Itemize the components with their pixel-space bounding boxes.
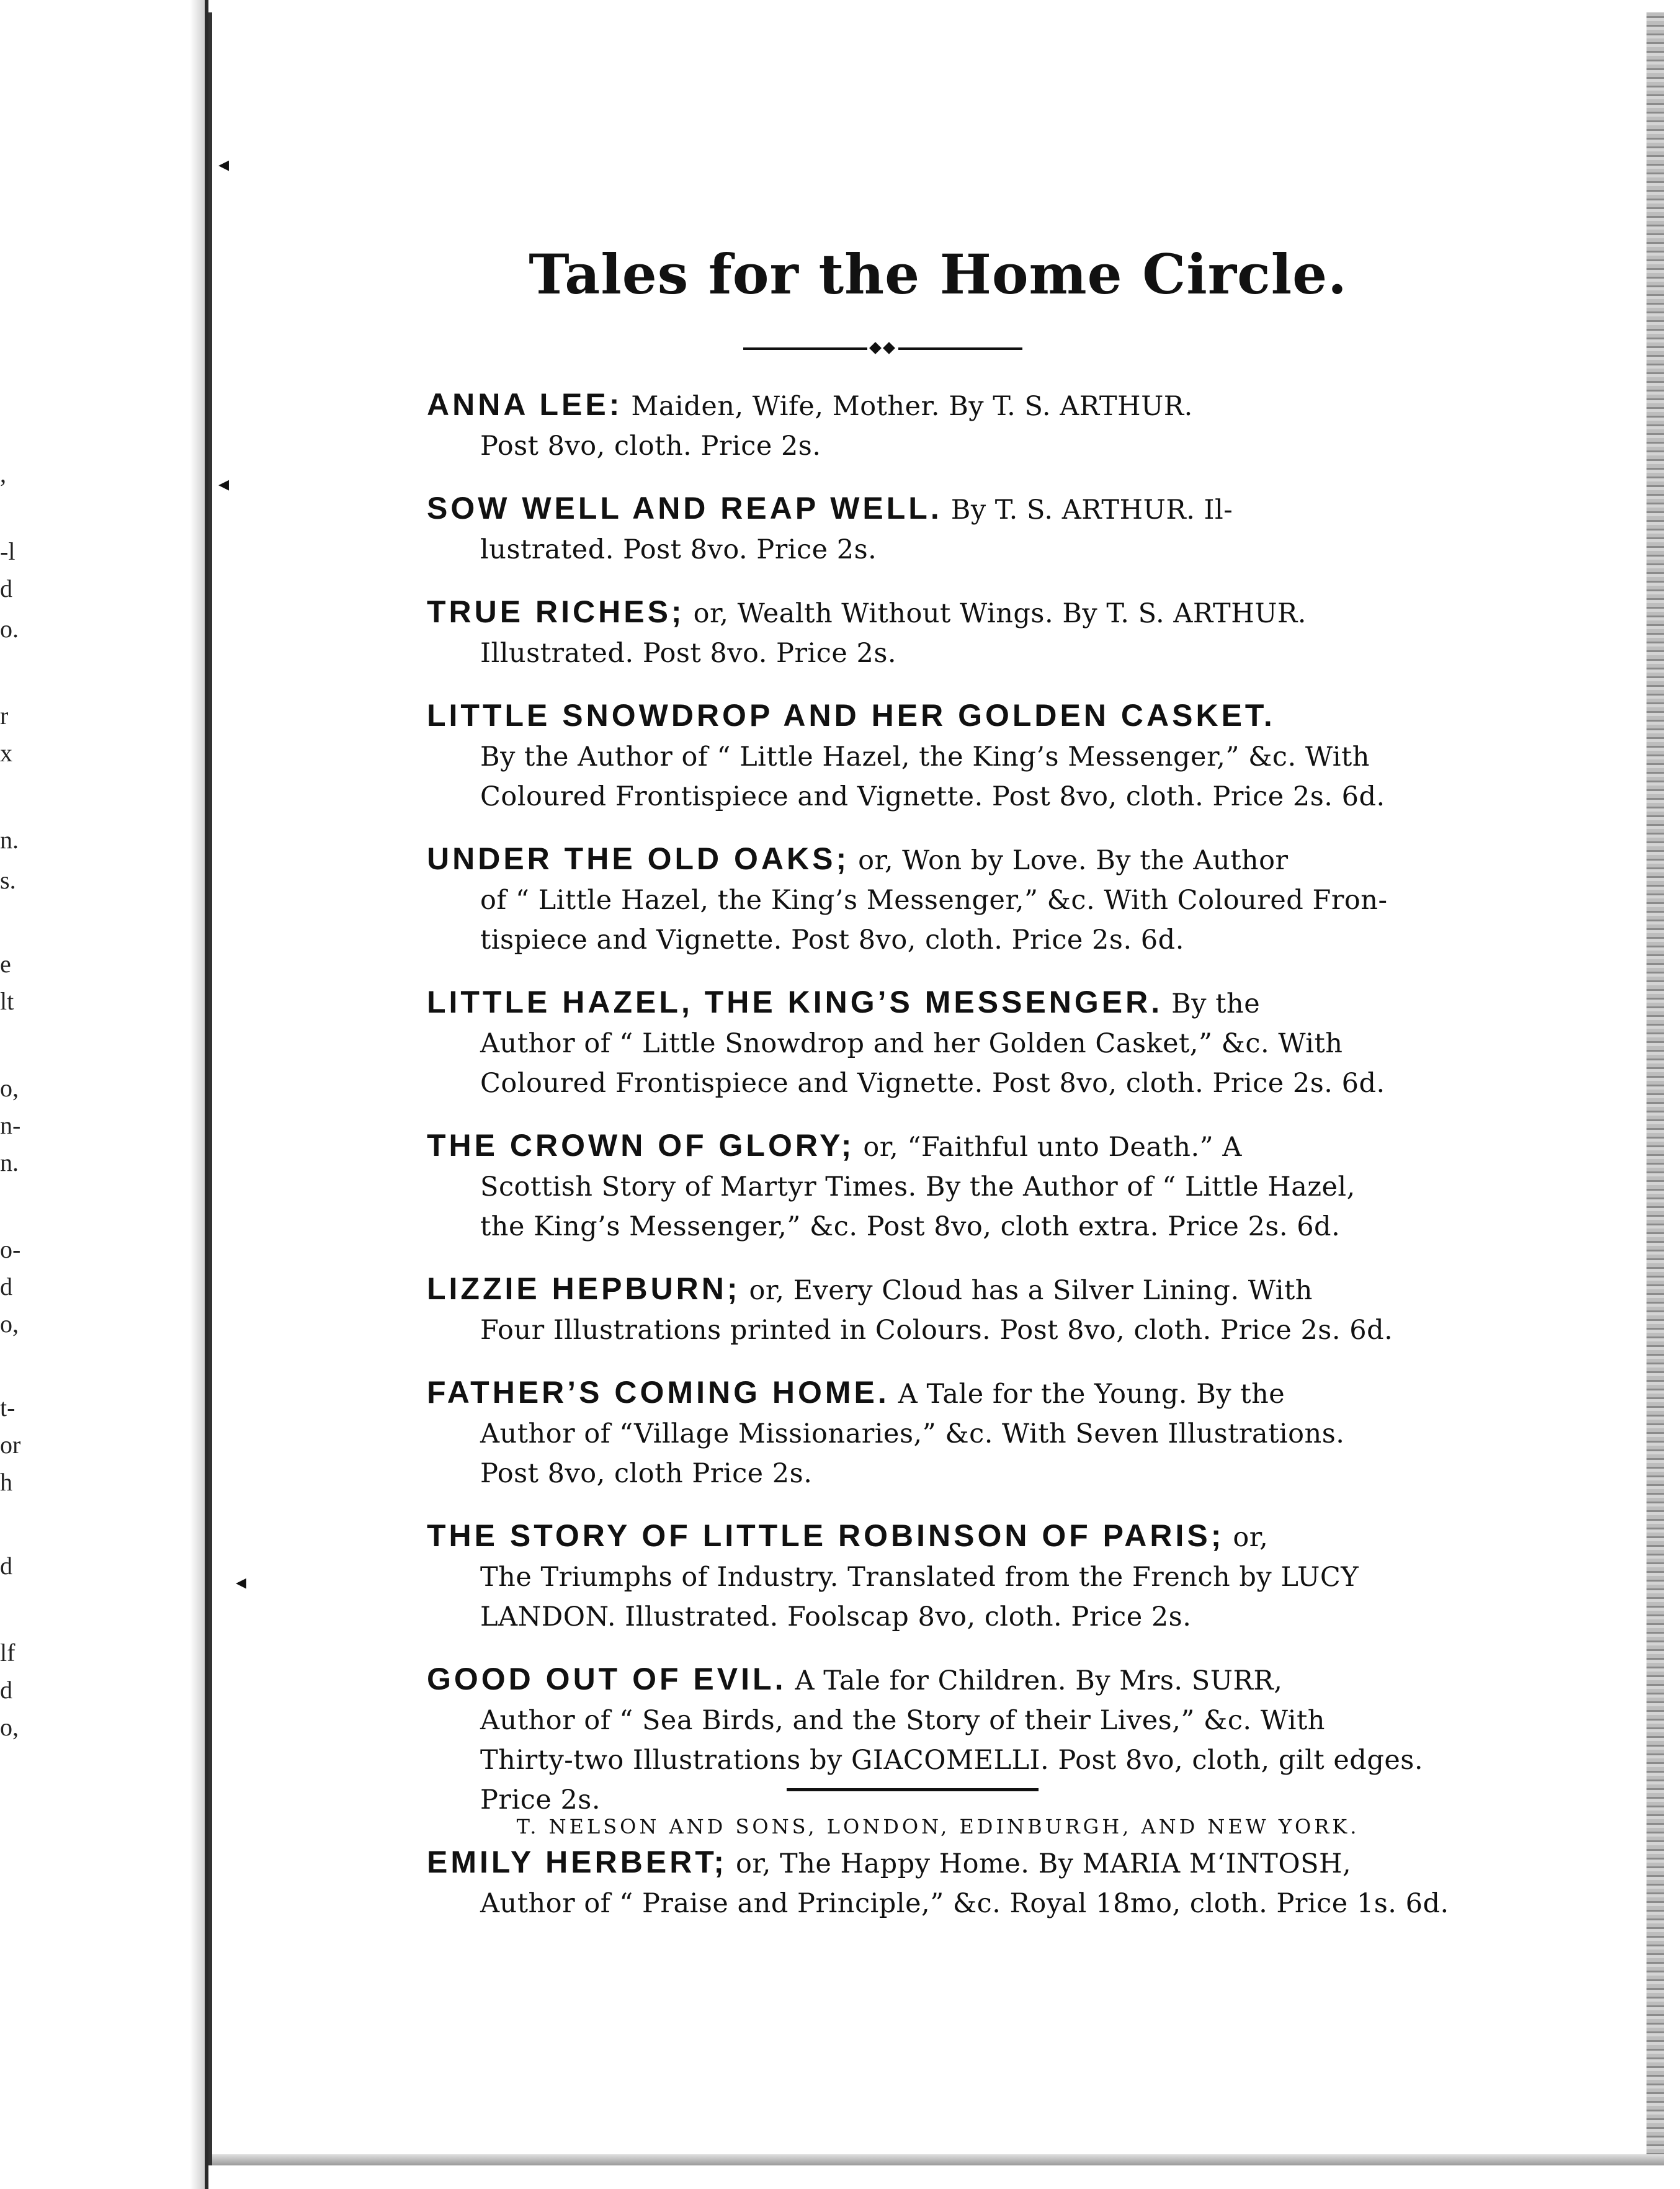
entry-first-line [427,1659,1575,1701]
book-entry [427,1516,1575,1637]
margin-mark: ◂ [218,152,230,177]
book-title: UNDER THE OLD OAKS; [427,841,850,876]
rule-line [743,347,867,350]
left-page-fragment-text: -l [0,537,16,565]
left-page-fragment-text: d [0,1273,12,1300]
book-entry [427,1659,1575,1820]
publisher-imprint: T. NELSON AND SONS, LONDON, EDINBURGH, AND NEW YORK. [516,1815,1360,1838]
entry-text: The Triumphs of Industry. Translated from the French by LUCY [480,1562,1359,1593]
entry-first-line [427,592,1575,633]
rule-line [898,347,1022,350]
entry-first-line [427,1269,1575,1310]
entry-continuation-line [427,777,1575,817]
entry-continuation-line [427,1207,1575,1247]
entry-continuation-line [427,1414,1575,1454]
entry-continuation-line [427,633,1575,673]
left-page-fragment-text: s. [0,866,16,894]
book-title: THE CROWN OF GLORY; [427,1128,855,1163]
ornamental-rule [743,341,1022,356]
entry-continuation-line [427,1063,1575,1103]
entry-first-line [427,1372,1575,1414]
entry-first-line [427,839,1575,880]
page-heading: Tales for the Home Circle. [529,242,1347,307]
entry-text: or, Won by Love. By the Author [858,845,1289,876]
entry-text: Post 8vo, cloth Price 2s. [480,1458,813,1489]
entry-text: of “ Little Hazel, the King’s Messenger,” &c. With Coloured Fron- [480,885,1388,916]
book-entry [427,982,1575,1103]
left-page-fragment-text: lf [0,1639,16,1667]
ornament-diamond [883,342,895,354]
left-page-fragment-text: d [0,1676,12,1704]
entry-text: Price 2s. [480,1784,601,1815]
book-entry [427,1842,1575,1923]
entry-text: Scottish Story of Martyr Times. By the Author of “ Little Hazel, [480,1171,1356,1202]
entry-text: Illustrated. Post 8vo. Price 2s. [480,638,897,669]
left-page-fragment-text: o. [0,615,19,643]
spine-shadow [190,0,205,2189]
entry-continuation-line [427,920,1575,960]
entry-continuation-line [427,1701,1575,1740]
entry-text: By the Author of “ Little Hazel, the King’s Messenger,” &c. With [480,741,1370,772]
left-page-fragment-text: x [0,739,12,767]
left-page-fragment-text: d [0,1552,12,1580]
entry-text: or, Wealth Without Wings. By T. S. ARTHUR. [693,598,1307,629]
entry-continuation-line [427,1310,1575,1350]
book-entry [427,1126,1575,1247]
book-title: EMILY HERBERT; [427,1845,727,1879]
entry-continuation-line [427,1024,1575,1063]
book-entry [427,385,1575,466]
left-page-fragment-text: or [0,1431,21,1459]
left-page-fragment-text: e [0,950,11,978]
entry-text: Author of “Village Missionaries,” &c. With Seven Illustrations. [480,1418,1345,1449]
bottom-rule [787,1788,1039,1791]
page-edge [1646,12,1664,2165]
left-page-fragment-text: lt [0,987,14,1015]
entry-continuation-line [427,1557,1575,1597]
page-bottom-edge [212,2154,1664,2165]
book-title: LIZZIE HEPBURN; [427,1271,741,1306]
entry-text: LANDON. Illustrated. Foolscap 8vo, cloth. Price 2s. [480,1601,1192,1632]
entry-text: Coloured Frontispiece and Vignette. Post 8vo, cloth. Price 2s. 6d. [480,1068,1385,1099]
entry-text: or, The Happy Home. By MARIA M‘INTOSH, [735,1848,1352,1879]
left-page-fragment-text: h [0,1468,12,1496]
entry-text: A Tale for the Young. By the [898,1379,1285,1410]
entry-first-line [427,982,1575,1024]
entry-text: By T. S. ARTHUR. Il- [950,495,1233,526]
book-entry [427,592,1575,673]
book-entry [427,488,1575,570]
entry-continuation-line [427,737,1575,777]
entry-first-line [427,696,1575,737]
book-list [427,385,1575,1946]
entry-text: Maiden, Wife, Mother. By T. S. ARTHUR. [631,391,1193,422]
entry-continuation-line [427,880,1575,920]
entry-text: Author of “ Praise and Principle,” &c. Royal 18mo, cloth. Price 1s. 6d. [480,1888,1449,1919]
book-title: LITTLE SNOWDROP AND HER GOLDEN CASKET. [427,698,1276,733]
entry-text: or, [1233,1522,1269,1553]
left-page-fragment-text: , [0,460,6,488]
left-page-fragment-text: o, [0,1074,19,1102]
book-title: GOOD OUT OF EVIL. [427,1662,787,1696]
entry-first-line [427,1516,1575,1557]
entry-text: or, “Faithful unto Death.” A [863,1132,1242,1163]
entry-text: A Tale for Children. By Mrs. SURR, [795,1665,1283,1696]
left-page-fragment [0,0,208,2189]
entry-text: tispiece and Vignette. Post 8vo, cloth. Price 2s. 6d. [480,924,1184,956]
entry-text: Post 8vo, cloth. Price 2s. [480,431,821,462]
entry-continuation-line [427,530,1575,570]
book-entry [427,1269,1575,1350]
entry-first-line [427,1842,1575,1884]
left-page-fragment-text: n- [0,1111,21,1139]
left-page-fragment-text: r [0,702,9,730]
book-entry [427,1372,1575,1493]
book-title: SOW WELL AND REAP WELL. [427,491,942,526]
left-page-fragment-text: o, [0,1713,19,1741]
entry-text: lustrated. Post 8vo. Price 2s. [480,534,877,565]
left-page-fragment-text: n. [0,1148,19,1176]
entry-continuation-line [427,1884,1575,1923]
right-page [208,12,1664,2165]
margin-mark: ◂ [236,1570,247,1595]
book-entry [427,839,1575,960]
entry-text: Author of “ Little Snowdrop and her Golden Casket,” &c. With [480,1028,1343,1059]
ornament-diamond [869,342,882,354]
entry-continuation-line [427,1780,1575,1820]
entry-text: Four Illustrations printed in Colours. Post 8vo, cloth. Price 2s. 6d. [480,1315,1393,1346]
entry-continuation-line [427,426,1575,466]
entry-text: Thirty-two Illustrations by GIACOMELLI. Post 8vo, cloth, gilt edges. [480,1745,1424,1776]
entry-first-line [427,385,1575,426]
left-page-fragment-text: o- [0,1235,21,1263]
entry-text: By the [1171,988,1261,1019]
entry-text: the King’s Messenger,” &c. Post 8vo, cloth extra. Price 2s. 6d. [480,1211,1341,1242]
entry-first-line [427,1126,1575,1167]
entry-continuation-line [427,1740,1575,1780]
book-title: THE STORY OF LITTLE ROBINSON OF PARIS; [427,1518,1225,1553]
entry-continuation-line [427,1597,1575,1637]
entry-text: or, Every Cloud has a Silver Lining. With [749,1275,1313,1306]
book-entry [427,696,1575,817]
left-page-fragment-text: n. [0,826,19,854]
book-title: FATHER’S COMING HOME. [427,1375,890,1410]
entry-first-line [427,488,1575,530]
entry-continuation-line [427,1454,1575,1493]
left-page-fragment-text: d [0,575,12,602]
entry-text: Coloured Frontispiece and Vignette. Post 8vo, cloth. Price 2s. 6d. [480,781,1385,812]
book-title: ANNA LEE: [427,387,623,422]
book-title: TRUE RICHES; [427,594,685,629]
entry-text: Author of “ Sea Birds, and the Story of their Lives,” &c. With [480,1705,1325,1736]
left-page-fragment-text: t- [0,1394,16,1421]
book-title: LITTLE HAZEL, THE KING’S MESSENGER. [427,985,1163,1019]
left-page-fragment-text: o, [0,1310,19,1338]
entry-continuation-line [427,1167,1575,1207]
margin-mark: ◂ [218,472,230,496]
